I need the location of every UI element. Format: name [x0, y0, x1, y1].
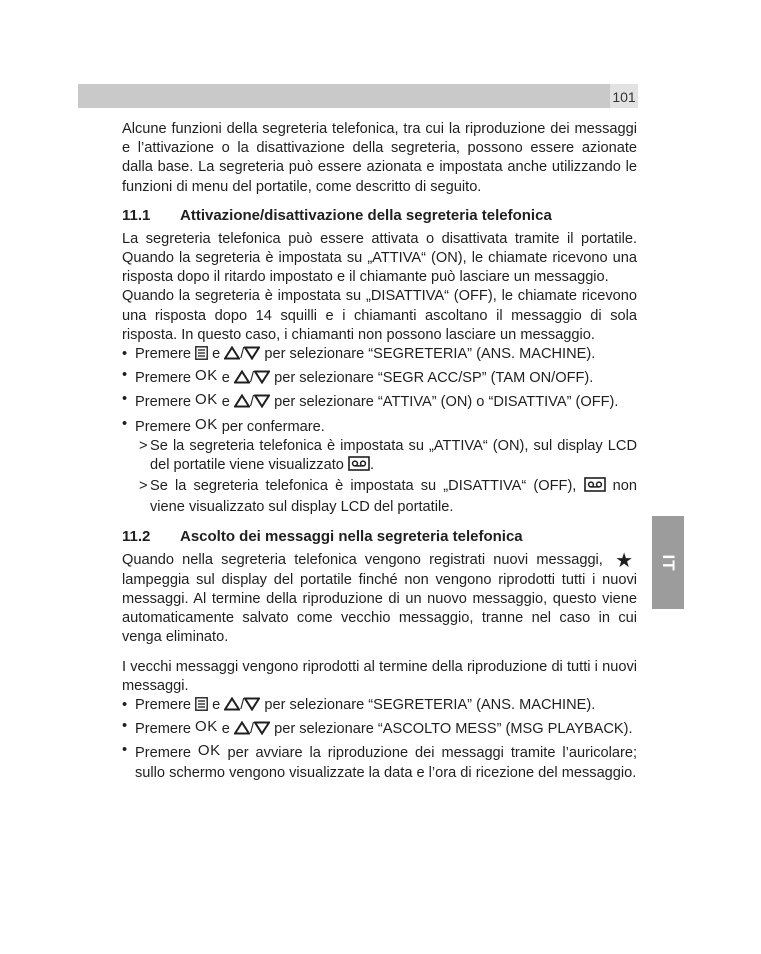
s2-step-3: • Premere OK per avviare la riproduzione dei messaggi tramite l’auricolare; sullo schermo vengono visualizzate la data e l’ora di ricezione del messaggio.	[122, 741, 637, 782]
s2-paragraph-2: I vecchi messaggi vengono riprodotti al termine della riproduzione di tutti i nuovi messaggi.	[122, 658, 637, 694]
down-triangle-icon	[254, 394, 270, 414]
down-triangle-icon	[244, 346, 260, 366]
tape-icon	[584, 477, 606, 498]
up-triangle-icon	[234, 394, 250, 414]
ok-key-icon: OK	[195, 415, 218, 433]
section-number: 11.2	[122, 527, 151, 545]
slash: /	[240, 346, 245, 363]
header-bar	[78, 84, 636, 108]
s1-steps	[122, 345, 637, 518]
tape-icon	[348, 456, 370, 477]
up-triangle-icon	[234, 370, 250, 390]
slash: /	[249, 370, 255, 387]
star-icon: ★	[615, 549, 633, 572]
ok-key-icon: OK	[195, 391, 218, 409]
s2-step-2: • Premere OK e / per selezionare “ASCOLTO MESS” (MSG PLAYBACK).	[122, 717, 637, 741]
slash: /	[249, 721, 255, 738]
language-label: IT	[659, 553, 678, 572]
ok-key-icon: OK	[195, 718, 218, 736]
section-11-2-heading	[122, 527, 637, 547]
section-title: Ascolto dei messaggi nella segreteria telefonica	[180, 527, 523, 545]
section-number: 11.1	[122, 206, 151, 224]
s1-substep-2: > Se la segreteria telefonica è impostata su „DISATTIVA“ (OFF), non viene visualizzato sul display LCD del portatile.	[122, 477, 637, 517]
s1-step-2: • Premere OK e / per selezionare “SEGR ACC/SP” (TAM ON/OFF).	[122, 366, 637, 390]
s1-step-4: • Premere OK per confermare.	[122, 415, 637, 437]
s1-step-3: • Premere OK e / per selezionare “ATTIVA” (ON) o “DISATTIVA” (OFF).	[122, 390, 637, 414]
down-triangle-icon	[254, 370, 270, 390]
s2-steps	[122, 696, 637, 783]
down-triangle-icon	[244, 697, 260, 717]
s1-substep-1: > Se la segreteria telefonica è impostata su „ATTIVA“ (ON), sul display LCD del portatile viene visualizzato .	[122, 437, 637, 477]
menu-icon	[195, 346, 208, 366]
page-content	[122, 120, 637, 783]
page-number: 101	[610, 84, 638, 108]
up-triangle-icon	[234, 721, 250, 741]
s1-paragraph-2: Quando la segreteria è impostata su „DISATTIVA“ (OFF), le chiamate ricevono una risposta dopo 14 squilli e i chiamanti ascoltano il messaggio di sola risposta. In questo caso, i chiamanti non possono lasciare un messaggio.	[122, 288, 637, 343]
intro-paragraph: Alcune funzioni della segreteria telefonica, tra cui la riproduzione dei messaggi e l’attivazione o la disattivazione della segreteria, possono essere azionate dalla base. La segreteria può essere azionata e impostata anche utilizzando le funzioni di menu del portatile, come descritto di seguito.	[122, 121, 637, 195]
slash: /	[249, 394, 255, 411]
ok-key-icon: OK	[195, 367, 218, 385]
section-11-1-heading	[122, 206, 637, 226]
slash: /	[240, 697, 245, 714]
s1-step-1: • Premere e / per selezionare “SEGRETERIA” (ANS. MACHINE).	[122, 345, 637, 366]
language-tab	[652, 516, 684, 609]
section-title: Attivazione/disattivazione della segreteria telefonica	[180, 206, 552, 224]
s1-paragraph-1: La segreteria telefonica può essere attivata o disattivata tramite il portatile. Quando la segreteria è impostata su „ATTIVA“ (ON), le chiamate ricevono una risposta dopo il ritardo impostato e il chiamante può lasciare un messaggio.	[122, 230, 637, 286]
up-triangle-icon	[224, 346, 240, 366]
ok-key-icon: OK	[197, 742, 221, 760]
down-triangle-icon	[254, 721, 270, 741]
s2-paragraph-1: Quando nella segreteria telefonica vengono registrati nuovi messaggi, ★ lampeggia sul display del portatile finché non vengono riprodotti tutti i nuovi messaggi. Al termine della riproduzione di un nuovo messaggio, questo viene automaticamente salvato come vecchio messaggio, tranne nel caso in cui venga eliminato.	[122, 549, 637, 646]
up-triangle-icon	[224, 697, 240, 717]
s2-step-1: • Premere e / per selezionare “SEGRETERIA” (ANS. MACHINE).	[122, 696, 637, 717]
menu-icon	[195, 697, 208, 717]
